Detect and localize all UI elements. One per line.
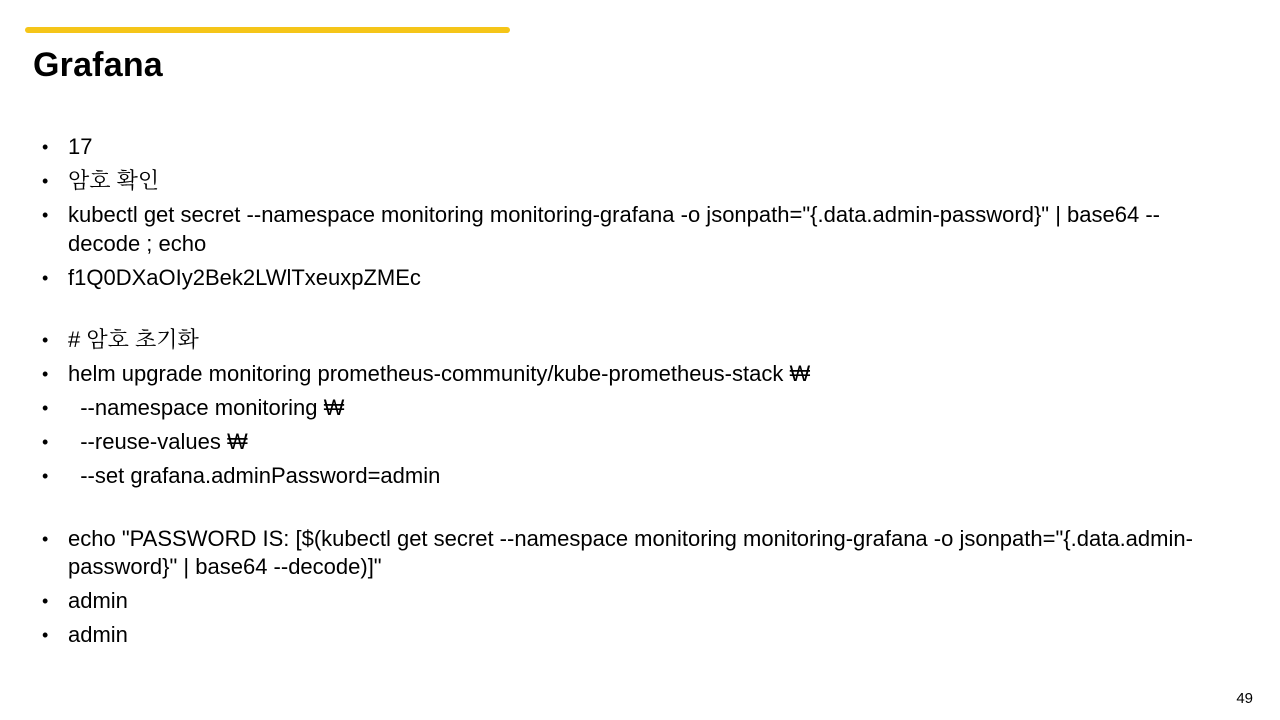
- page-number: 49: [1236, 690, 1253, 707]
- bullet-item-password-value: • f1Q0DXaOIy2Bek2LWlTxeuxpZMEc: [40, 264, 1220, 293]
- bullet-list: [40, 133, 1220, 655]
- bullet-item-username-value: • admin: [40, 587, 1220, 616]
- bullet-item-version: • 17: [40, 133, 1220, 162]
- bullet-item-namespace-flag: • --namespace monitoring ₩: [40, 394, 1220, 423]
- bullet-item-reset-password-heading: • # 암호 초기화: [40, 326, 1220, 355]
- bullet-item-echo-password-command: • echo "PASSWORD IS: [$(kubectl get secret --namespace monitoring monitoring-grafana -o jsonpath="{.data.admin-password}" | base64 --decode)]": [40, 525, 1220, 582]
- bullet-item-get-secret-command: • kubectl get secret --namespace monitoring monitoring-grafana -o jsonpath="{.data.admin-password}" | base64 --decode ; echo: [40, 201, 1220, 258]
- bullet-item-helm-upgrade-command: • helm upgrade monitoring prometheus-community/kube-prometheus-stack ₩: [40, 360, 1220, 389]
- bullet-item-password-result: • admin: [40, 621, 1220, 650]
- title-accent-bar: [25, 27, 510, 33]
- bullet-item-set-password-flag: • --set grafana.adminPassword=admin: [40, 462, 1220, 491]
- slide-title: Grafana: [33, 46, 163, 84]
- bullet-item-check-password-heading: • 암호 확인: [40, 167, 1220, 196]
- bullet-item-reuse-values-flag: • --reuse-values ₩: [40, 428, 1220, 457]
